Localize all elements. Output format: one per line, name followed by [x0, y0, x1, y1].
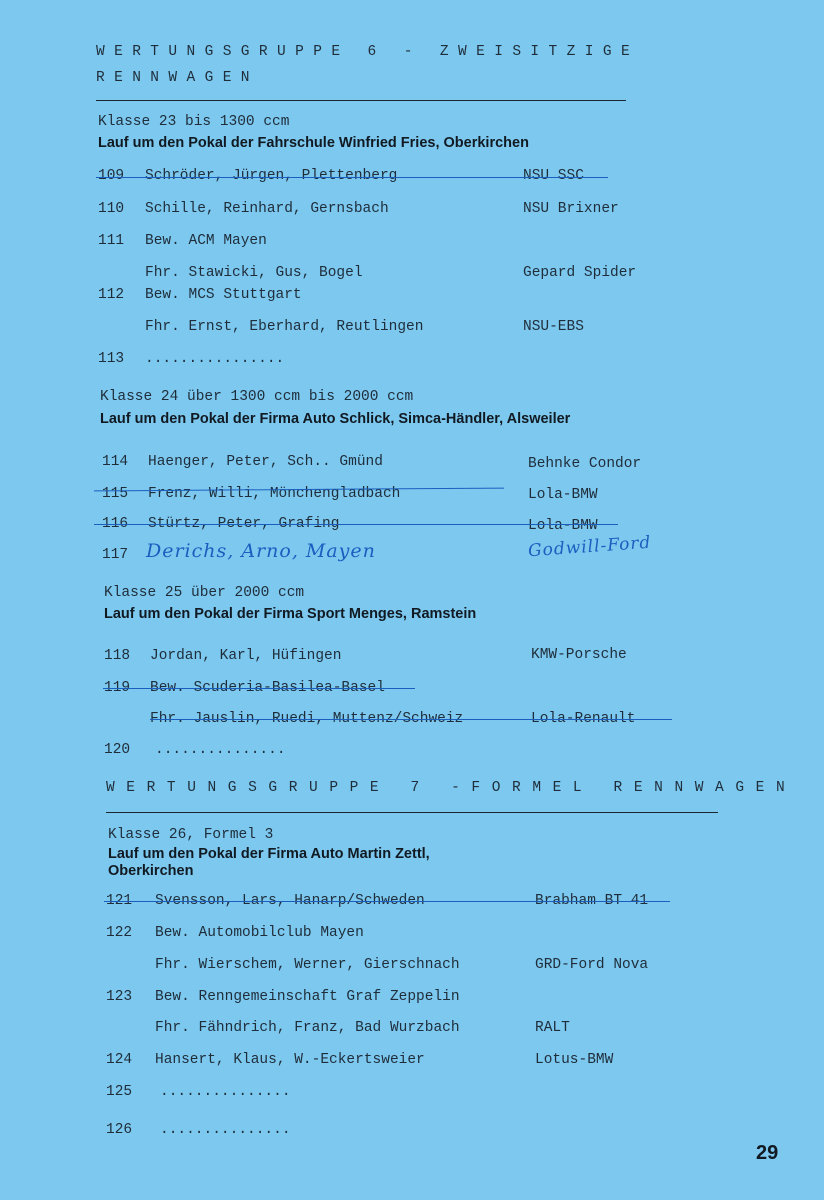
group6-title-line2: RENNWAGEN [96, 70, 259, 86]
entry-124-car: Lotus-BMW [535, 1052, 614, 1068]
entry-113-blank: ................ [145, 351, 285, 367]
group6-rule [96, 100, 626, 101]
entry-111-driver: Fhr. Stawicki, Gus, Bogel [145, 265, 363, 281]
entry-122-car: GRD-Ford Nova [535, 957, 649, 973]
entry-109-car: NSU SSC [523, 168, 584, 184]
entry-114-car: Behnke Condor [528, 456, 642, 472]
entry-112-car: NSU-EBS [523, 319, 584, 335]
entry-121-name: Svensson, Lars, Hanarp/Schweden [155, 893, 425, 909]
entry-116-strikethrough [94, 524, 618, 525]
entry-110-car: NSU Brixner [523, 201, 619, 217]
class25-cup: Lauf um den Pokal der Firma Sport Menges, Ramstein [104, 606, 477, 622]
class24-title: Klasse 24 über 1300 ccm bis 2000 ccm [100, 389, 414, 405]
entry-113-number: 113 [98, 351, 125, 367]
entry-126-number: 126 [106, 1122, 133, 1138]
entry-121-number: 121 [106, 893, 133, 909]
entry-125-blank: ............... [160, 1084, 291, 1100]
entry-112-entrant: Bew. MCS Stuttgart [145, 287, 302, 303]
entry-119-driver-strikethrough [150, 719, 672, 720]
entry-110-number: 110 [98, 201, 125, 217]
entry-115-name: Frenz, Willi, Mönchengladbach [148, 486, 401, 502]
entry-119-car: Lola-Renault [531, 711, 636, 727]
entry-112-number: 112 [98, 287, 125, 303]
entry-118-car: KMW-Porsche [531, 647, 627, 663]
entry-119-driver: Fhr. Jauslin, Ruedi, Muttenz/Schweiz [150, 711, 464, 727]
group6-title-line1: WERTUNGSGRUPPE 6 - ZWEISITZIGE [96, 44, 640, 60]
entry-120-blank: ............... [155, 742, 286, 758]
entry-122-driver: Fhr. Wierschem, Werner, Gierschnach [155, 957, 460, 973]
entry-112-driver: Fhr. Ernst, Eberhard, Reutlingen [145, 319, 424, 335]
entry-117-name-handwritten: Derichs, Arno, Mayen [146, 540, 376, 562]
entry-109-name: Schröder, Jürgen, Plettenberg [145, 168, 398, 184]
class23-cup: Lauf um den Pokal der Fahrschule Winfried Fries, Oberkirchen [98, 135, 529, 151]
entry-120-number: 120 [104, 742, 131, 758]
class26-cup-line2: Oberkirchen [108, 863, 194, 879]
entry-121-strikethrough [104, 901, 670, 902]
entry-117-number: 117 [102, 547, 129, 563]
entry-123-number: 123 [106, 989, 133, 1005]
entry-119-number: 119 [104, 680, 131, 696]
entry-115-number: 115 [102, 486, 129, 502]
entry-111-entrant: Bew. ACM Mayen [145, 233, 267, 249]
entry-117-car-handwritten: Godwill-Ford [527, 532, 652, 562]
entry-124-number: 124 [106, 1052, 133, 1068]
entry-115-car: Lola-BMW [528, 487, 598, 503]
entry-109-strikethrough [96, 177, 608, 178]
entry-114-name: Haenger, Peter, Sch.. Gmünd [148, 454, 383, 470]
group7-title: WERTUNGSGRUPPE 7 -FORMEL RENNWAGEN [106, 780, 797, 796]
entry-111-car: Gepard Spider [523, 265, 637, 281]
entry-114-number: 114 [102, 454, 129, 470]
entry-123-entrant: Bew. Renngemeinschaft Graf Zeppelin [155, 989, 460, 1005]
entry-121-car: Brabham BT 41 [535, 893, 649, 909]
entry-122-entrant: Bew. Automobilclub Mayen [155, 925, 364, 941]
entry-122-number: 122 [106, 925, 133, 941]
entry-119-entrant-strikethrough [103, 688, 415, 689]
entry-119-entrant: Bew. Scuderia-Basilea-Basel [150, 680, 385, 696]
class26-title: Klasse 26, Formel 3 [108, 827, 274, 843]
entry-116-number: 116 [102, 516, 129, 532]
entry-109-number: 109 [98, 168, 125, 184]
entry-118-number: 118 [104, 648, 131, 664]
entry-126-blank: ............... [160, 1122, 291, 1138]
class25-title: Klasse 25 über 2000 ccm [104, 585, 305, 601]
group7-rule [106, 812, 718, 813]
entry-124-name: Hansert, Klaus, W.-Eckertsweier [155, 1052, 425, 1068]
entry-123-driver: Fhr. Fähndrich, Franz, Bad Wurzbach [155, 1020, 460, 1036]
entry-111-number: 111 [98, 233, 125, 249]
entry-125-number: 125 [106, 1084, 133, 1100]
entry-118-name: Jordan, Karl, Hüfingen [150, 648, 342, 664]
entry-110-name: Schille, Reinhard, Gernsbach [145, 201, 389, 217]
entry-116-car: Lola-BMW [528, 518, 598, 534]
page-number: 29 [756, 1142, 779, 1164]
class26-cup-line1: Lauf um den Pokal der Firma Auto Martin Zettl, [108, 846, 430, 862]
entry-116-name: Stürtz, Peter, Grafing [148, 516, 340, 532]
class23-title: Klasse 23 bis 1300 ccm [98, 114, 290, 130]
entry-123-car: RALT [535, 1020, 570, 1036]
class24-cup: Lauf um den Pokal der Firma Auto Schlick, Simca-Händler, Alsweiler [100, 411, 571, 427]
